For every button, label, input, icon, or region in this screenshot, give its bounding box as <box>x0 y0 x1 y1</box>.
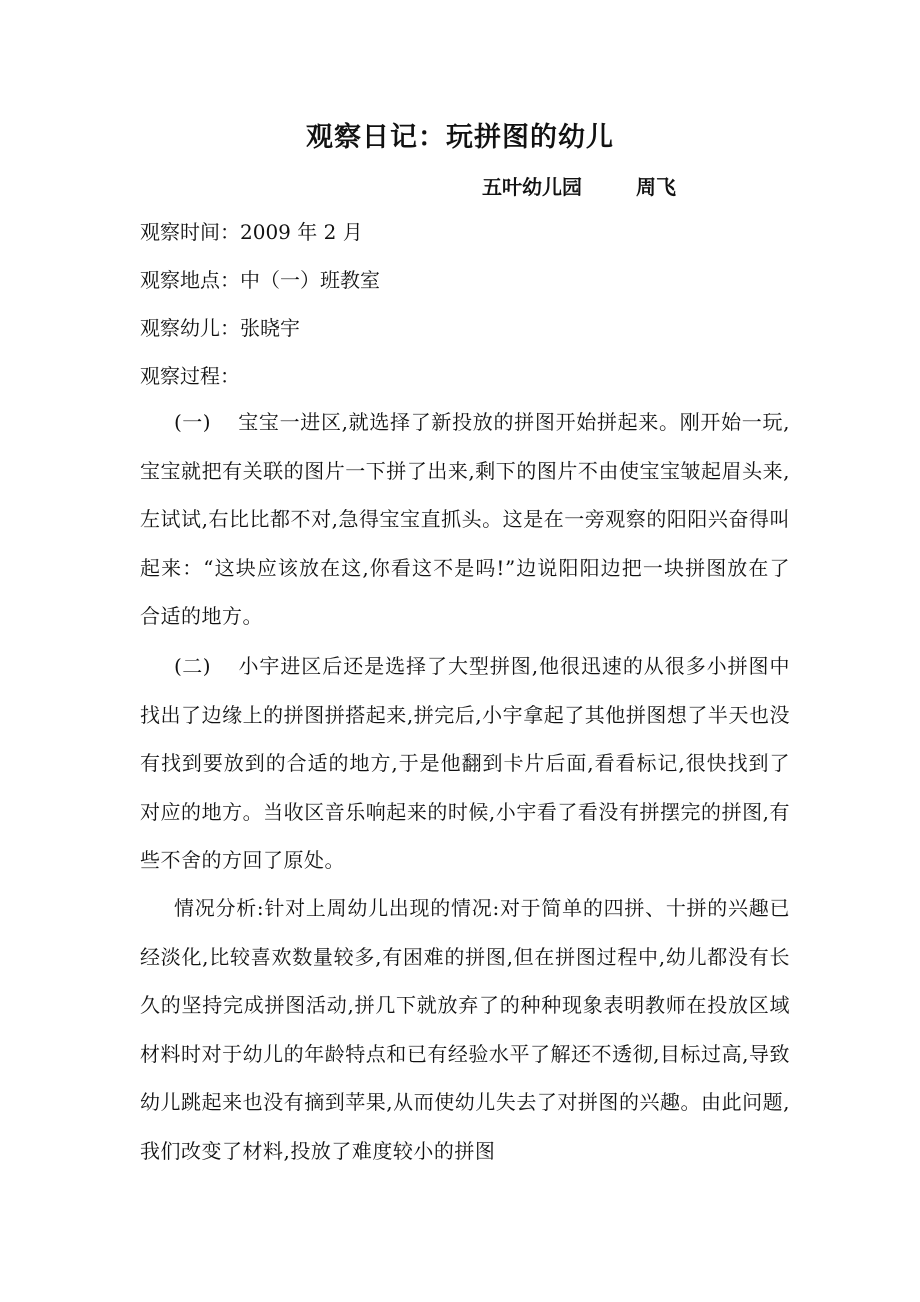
meta-observation-time: 观察时间：2009 年 2 月 <box>140 220 363 244</box>
paragraph-marker: (二) <box>174 654 212 678</box>
meta-observation-process: 观察过程： <box>140 364 240 388</box>
author-name: 周飞 <box>636 175 676 199</box>
paragraph-observation-1 <box>140 398 790 641</box>
document-title: 观察日记：玩拼图的幼儿 <box>306 122 614 153</box>
paragraph-text: 宝宝一进区,就选择了新投放的拼图开始拼起来。刚开始一玩,宝宝就把有关联的图片一下拼了出来,剩下的图片不由使宝宝皱起眉头来,左试试,右比比都不对,急得宝宝直抓头。这是在一旁观察的阳阳兴奋得叫起来：“这块应该放在这,你看这不是吗!”边说阳阳边把一块拼图放在了合适的地方。 <box>140 410 790 628</box>
paragraph-observation-2 <box>140 642 790 885</box>
meta-observed-child: 观察幼儿：张晓宇 <box>140 316 300 340</box>
paragraph-text: 小宇进区后还是选择了大型拼图,他很迅速的从很多小拼图中找出了边缘上的拼图拼搭起来,拼完后,小宇拿起了其他拼图想了半天也没有找到要放到的合适的地方,于是他翻到卡片后面,看看标记,很快找到了对应的地方。当收区音乐响起来的时候,小宇看了看没有拼摆完的拼图,有些不舍的方回了原处。 <box>140 654 790 872</box>
paragraph-text: 情况分析:针对上周幼儿出现的情况:对于简单的四拼、十拼的兴趣已经淡化,比较喜欢数量较多,有困难的拼图,但在拼图过程中,幼儿都没有长久的坚持完成拼图活动,拼几下就放弃了的种种现象表明教师在投放区域材料时对于幼儿的年龄特点和已有经验水平了解还不透彻,目标过高,导致幼儿跳起来也没有摘到苹果,从而使幼儿失去了对拼图的兴趣。由此问题,我们改变了材料,投放了难度较小的拼图 <box>140 896 790 1163</box>
byline <box>482 170 676 204</box>
paragraph-marker: (一) <box>174 410 212 434</box>
school-name: 五叶幼儿园 <box>482 175 582 199</box>
meta-observation-place: 观察地点：中（一）班教室 <box>140 268 380 292</box>
paragraph-analysis <box>140 884 790 1175</box>
